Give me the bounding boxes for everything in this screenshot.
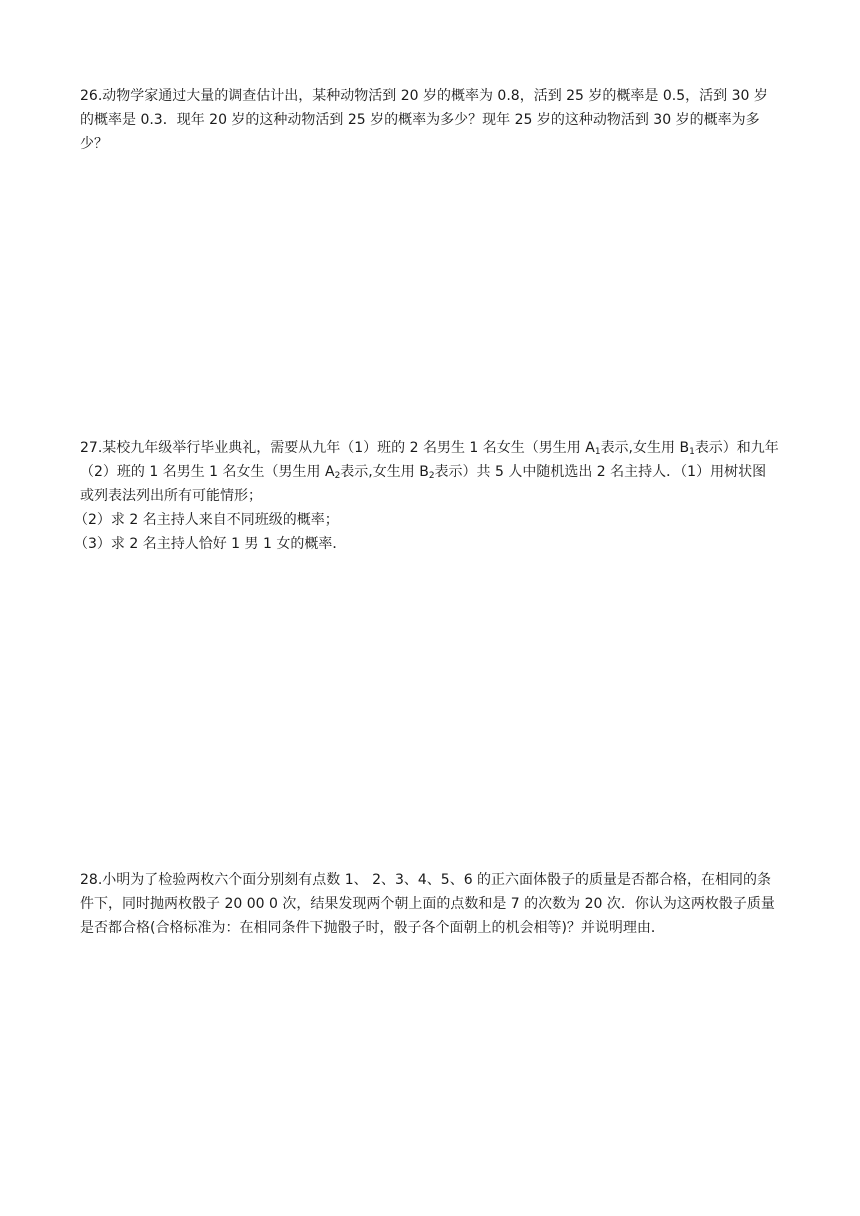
question-26 xyxy=(80,84,780,156)
question-27-text xyxy=(80,436,780,508)
subscript: 1 xyxy=(594,447,601,457)
question-28 xyxy=(80,868,780,940)
subscript: 2 xyxy=(428,471,435,481)
subscript: 1 xyxy=(689,447,695,457)
question-27-seg5: 表示）共 5 人中随机选出 2 名主持人．（1）用树状图或列表法列出所有可能情形； xyxy=(80,464,767,504)
subscript: 2 xyxy=(334,471,341,481)
question-28-text: 28.小明为了检验两枚六个面分别刻有点数 1、 2、3、4、5、6 的正六面体骰子的质量是否都合格，在相同的条件下，同时抛两枚骰子 20 00 0 次，结果发现两个朝上面的点数和是 7 的次数为 20 次．你认为这两枚骰子质量是否都合格(合格标准为：在相同条件下抛骰子时，骰子各个面朝上的机会相等)？并说明理由． xyxy=(80,872,775,936)
question-27-seg4: 表示,女生用 B xyxy=(340,464,429,480)
question-27-part-2: （2）求 2 名主持人来自不同班级的概率； xyxy=(74,512,339,528)
question-27-part-3: （3）求 2 名主持人恰好 1 男 1 女的概率． xyxy=(74,536,347,552)
question-26-text: 26.动物学家通过大量的调查估计出，某种动物活到 20 岁的概率为 0.8，活到 25 岁的概率是 0.5，活到 30 岁的概率是 0.3．现年 20 岁的这种动物活到 25 岁的概率为多少？现年 25 岁的这种动物活到 30 岁的概率为多少？ xyxy=(80,88,768,152)
question-27-seg3: 表示）和九年（2）班的 1 名男生 1 名女生（男生用 A xyxy=(80,440,779,480)
question-27-seg1: 27.某校九年级举行毕业典礼，需要从九年（1）班的 2 名男生 1 名女生（男生用 A xyxy=(80,440,595,456)
question-27 xyxy=(74,436,780,556)
question-27-seg2: 表示,女生用 B xyxy=(600,440,690,456)
